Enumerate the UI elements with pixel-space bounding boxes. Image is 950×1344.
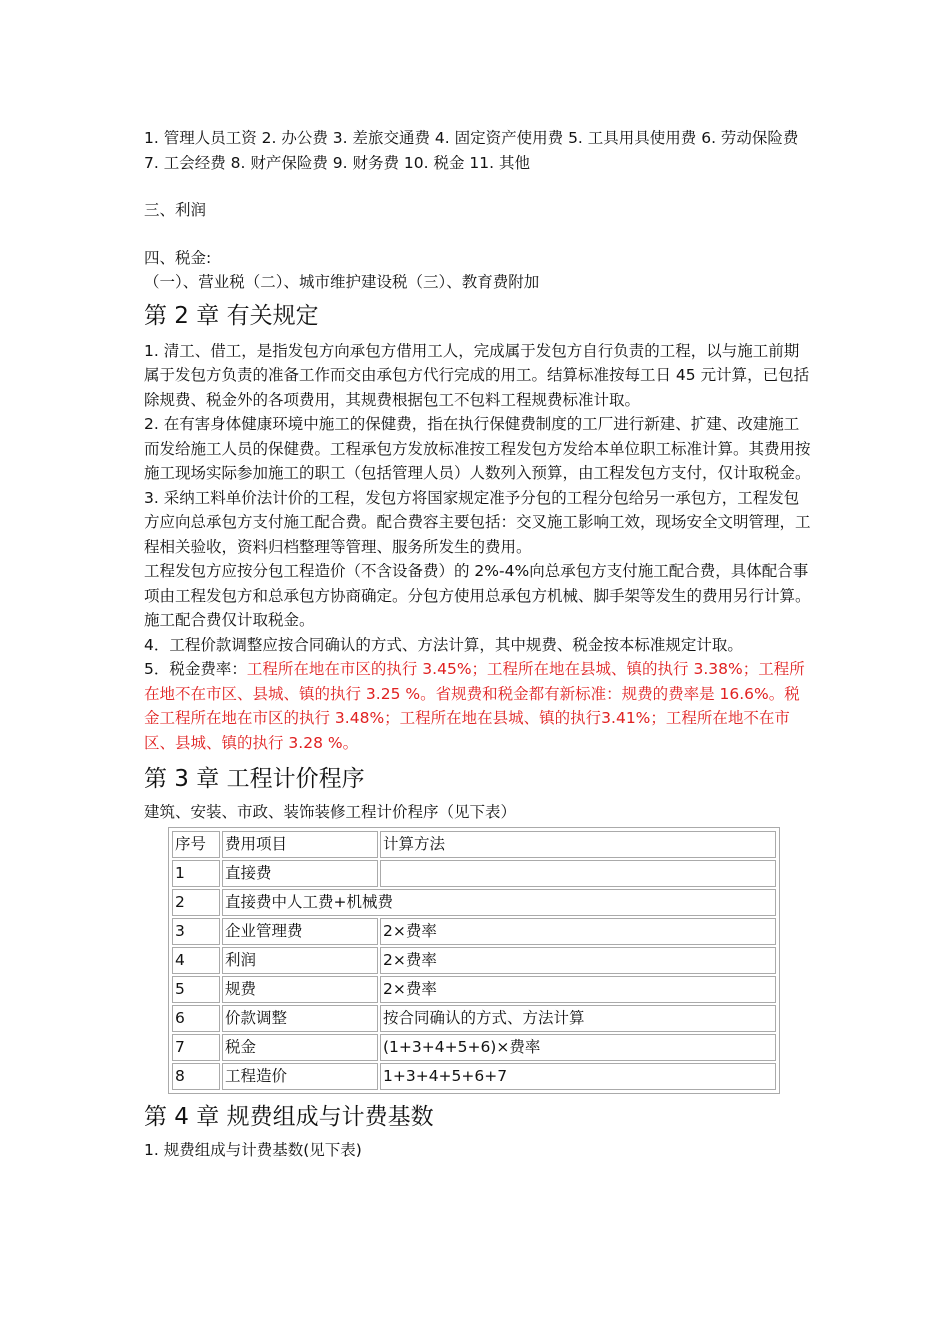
tax-heading: 四、税金:: [144, 248, 212, 267]
cell-method: 2×费率: [380, 947, 776, 974]
cell-item: 价款调整: [222, 1005, 378, 1032]
cell-item: 税金: [222, 1034, 378, 1061]
ch2-paragraph-5: 4．工程价款调整应按合同确认的方式、方法计算，其中规费、税金按本标准规定计取。: [144, 635, 743, 654]
cell-method: 2×费率: [380, 976, 776, 1003]
ch2-item5: [144, 657, 812, 755]
ch3-caption: 建筑、安装、市政、装饰装修工程计价程序（见下表）: [144, 803, 517, 821]
cell-no: 5: [172, 976, 220, 1003]
cell-no: 2: [172, 889, 220, 916]
ch2-paragraph-3: 3. 采纳工料单价法计价的工程，发包方将国家规定准予分包的工程分包给另一承包方，工程发包方应向总承包方支付施工配合费。配合费容主要包括：交叉施工影响工效，现场安全文明管理，工程相关验收，资料归档整理等管理、服务所发生的费用。: [144, 488, 811, 556]
cell-item: 利润: [222, 947, 378, 974]
item5-red-text: 工程所在地在市区的执行 3.45%；工程所在地在县城、镇的执行 3.38%；工程所在地不在市区、县城、镇的执行 3.25 %。省规费和税金都有新标准：规费的费率是 16.6%。税金工程所在地在市区的执行 3.48%；工程所在地在县城、镇的执行3.41%；工程所在地不在市区、县城、镇的执行 3.28 %。: [144, 660, 805, 752]
cell-item: 规费: [222, 976, 378, 1003]
ch2-paragraph-1: 1. 清工、借工，是指发包方向承包方借用工人，完成属于发包方自行负责的工程，以与施工前期属于发包方负责的准备工作而交由承包方代行完成的用工。结算标准按每工日 45 元计算，已包括除规费、税金外的各项费用，其规费根据包工不包料工程规费标准计取。: [144, 341, 810, 409]
table-row: [172, 889, 776, 916]
cell-no: 1: [172, 860, 220, 887]
header-cell: 计算方法: [380, 831, 776, 858]
header-cell: 序号: [172, 831, 220, 858]
pricing-procedure-table: [168, 827, 780, 1094]
cell-method: (1+3+4+5+6)×费率: [380, 1034, 776, 1061]
chapter3-title: 第 3 章 工程计价程序: [144, 766, 365, 792]
table-row: [172, 1005, 776, 1032]
cell-item: 工程造价: [222, 1063, 378, 1090]
cell-method: [380, 860, 776, 887]
cell-no: 8: [172, 1063, 220, 1090]
cell-method: 按合同确认的方式、方法计算: [380, 1005, 776, 1032]
table-row: [172, 976, 776, 1003]
ch4-paragraph: 1. 规费组成与计费基数(见下表): [144, 1140, 362, 1159]
cell-item: 直接费: [222, 860, 378, 887]
profit-heading: 三、利润: [144, 201, 207, 219]
table-row: [172, 947, 776, 974]
table-row: [172, 918, 776, 945]
table-row: [172, 1063, 776, 1090]
cell-no: 6: [172, 1005, 220, 1032]
table-row: [172, 1034, 776, 1061]
table-row: [172, 860, 776, 887]
table-header-row: [172, 831, 776, 858]
item5-label: 5．税金费率：: [144, 660, 247, 678]
header-cell: 费用项目: [222, 831, 378, 858]
cell-no: 4: [172, 947, 220, 974]
cell-item: 企业管理费: [222, 918, 378, 945]
cell-method: 1+3+4+5+6+7: [380, 1063, 776, 1090]
cell-item: 直接费中人工费+机械费: [222, 889, 776, 916]
tax-items: （一）、营业税（二）、城市维护建设税（三）、教育费附加: [144, 273, 540, 291]
document-page: [144, 126, 812, 1162]
ch2-paragraph-2: 2. 在有害身体健康环境中施工的保健费，指在执行保健费制度的工厂进行新建、扩建、改建施工而发给施工人员的保健费。工程承包方发放标准按工程发包方发给本单位职工标准计算。其费用按施工现场实际参加施工的职工（包括管理人员）人数列入预算，由工程发包方支付，仅计取税金。: [144, 415, 811, 482]
chapter2-title: 第 2 章 有关规定: [144, 302, 319, 329]
cost-items-line: 1. 管理人员工资 2. 办公费 3. 差旅交通费 4. 固定资产使用费 5. 工具用具使用费 6. 劳动保险费 7. 工会经费 8. 财产保险费 9. 财务费 10. 税金 11. 其他: [144, 129, 799, 172]
chapter4-title: 第 4 章 规费组成与计费基数: [144, 1103, 434, 1130]
cell-no: 3: [172, 918, 220, 945]
cell-method: 2×费率: [380, 918, 776, 945]
ch2-paragraph-4: 工程发包方应按分包工程造价（不含设备费）的 2%-4%向总承包方支付施工配合费，具体配合事项由工程发包方和总承包方协商确定。分包方使用总承包方机械、脚手架等发生的费用另行计算。施工配合费仅计取税金。: [144, 562, 811, 629]
cell-no: 7: [172, 1034, 220, 1061]
